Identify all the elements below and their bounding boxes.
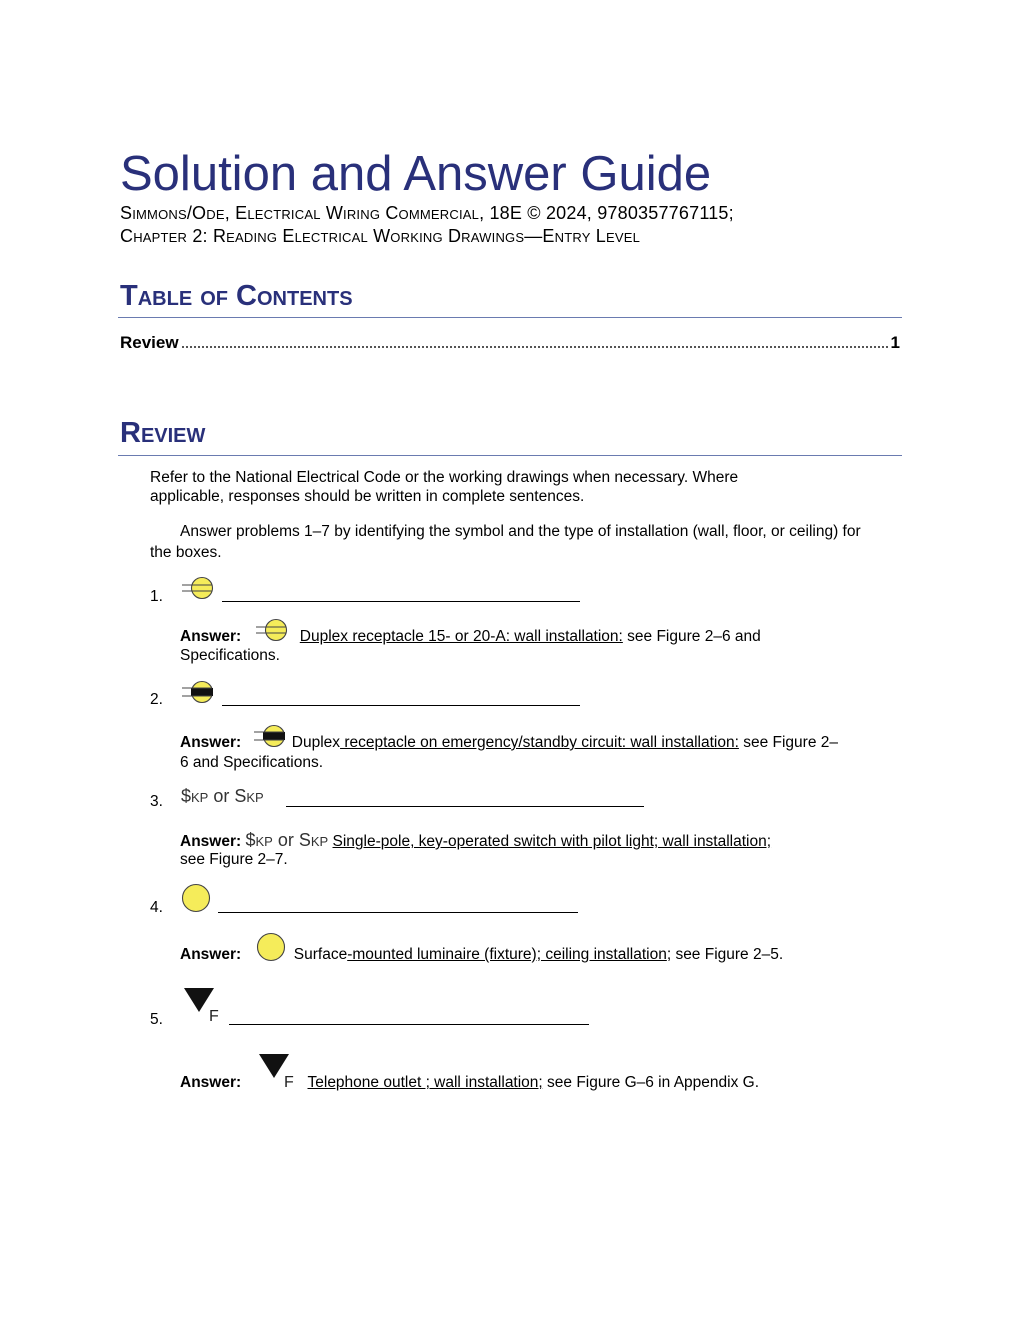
answer-text: see Figure 2– [738,734,839,751]
answer-blank-line[interactable] [286,806,644,807]
telephone-outlet-letter: F [209,1008,219,1025]
answer-underlined: receptacle on emergency/standby circuit: wall installation: [340,734,739,751]
telephone-outlet-letter: F [284,1074,294,1091]
instructions-paragraph: Answer problems 1–7 by identifying the symbol and the type of installation (wall, floor, or ceiling) for the boxes. [150,523,861,561]
toc-leader-dots [182,345,888,348]
answer-2-continued: 6 and Specifications. [180,754,324,771]
question-number: 2. [150,691,163,708]
answer-blank-line[interactable] [222,601,580,602]
answer-blank-line[interactable] [229,1024,589,1025]
answer-label: Answer: [180,628,242,645]
answer-underlined: Telephone outlet ; wall installation; [307,1074,543,1091]
chapter-title: Chapter 2: Reading Electrical Working Drawings—Entry Level [120,226,641,246]
question-number: 4. [150,899,163,916]
review-rule [118,455,902,456]
answer-label: Answer: [180,1074,242,1091]
question-number: 3. [150,793,163,810]
question-number: 1. [150,588,163,605]
key-switch-symbol: $KP or SKP [245,830,329,850]
emergency-receptacle-icon [254,724,290,750]
duplex-receptacle-icon [256,618,292,644]
answer-label: Answer: [180,946,242,963]
answer-text: Surface [293,946,348,963]
answer-underlined: -mounted luminaire (fixture); ceiling installation [347,946,667,963]
question-number: 5. [150,1011,163,1028]
intro-paragraph: Refer to the National Electrical Code or the working drawings when necessary. Where applicable, responses should be written in complete sentences. [150,469,739,505]
answer-label: Answer: [180,734,242,751]
answer-label: Answer: [180,833,242,850]
book-citation: Simmons/Ode, Electrical Wiring Commercial, 18E © 2024, 9780357767115; [120,203,734,223]
luminaire-icon [256,934,288,964]
toc-entry-label: Review [120,333,179,352]
answer-text: see Figure 2–6 and [622,628,761,645]
toc-entry-review[interactable] [120,331,900,353]
answer-text: Duplex [291,734,341,751]
answer-text: ; see Figure 2–5. [666,946,784,963]
toc-rule [118,317,902,318]
key-switch-symbol: $KP or SKP [181,786,264,806]
answer-1-continued: Specifications. [180,647,280,664]
emergency-receptacle-icon [182,680,218,706]
luminaire-icon [181,884,213,914]
answer-underlined: Duplex receptacle 15- or 20-A: wall installation: [299,628,623,645]
review-heading: Review [120,417,206,449]
answer-3 [180,830,771,852]
answer-underlined: Single-pole, key-operated switch with pilot light; wall installation; [332,833,772,850]
answer-3-continued: see Figure 2–7. [180,851,288,868]
answer-text: see Figure G–6 in Appendix G. [542,1074,760,1091]
toc-entry-page: 1 [890,333,900,352]
page-title: Solution and Answer Guide [120,147,712,201]
answer-blank-line[interactable] [222,705,580,706]
answer-blank-line[interactable] [218,912,578,913]
toc-heading: Table of Contents [120,280,353,312]
duplex-receptacle-icon [182,576,218,602]
